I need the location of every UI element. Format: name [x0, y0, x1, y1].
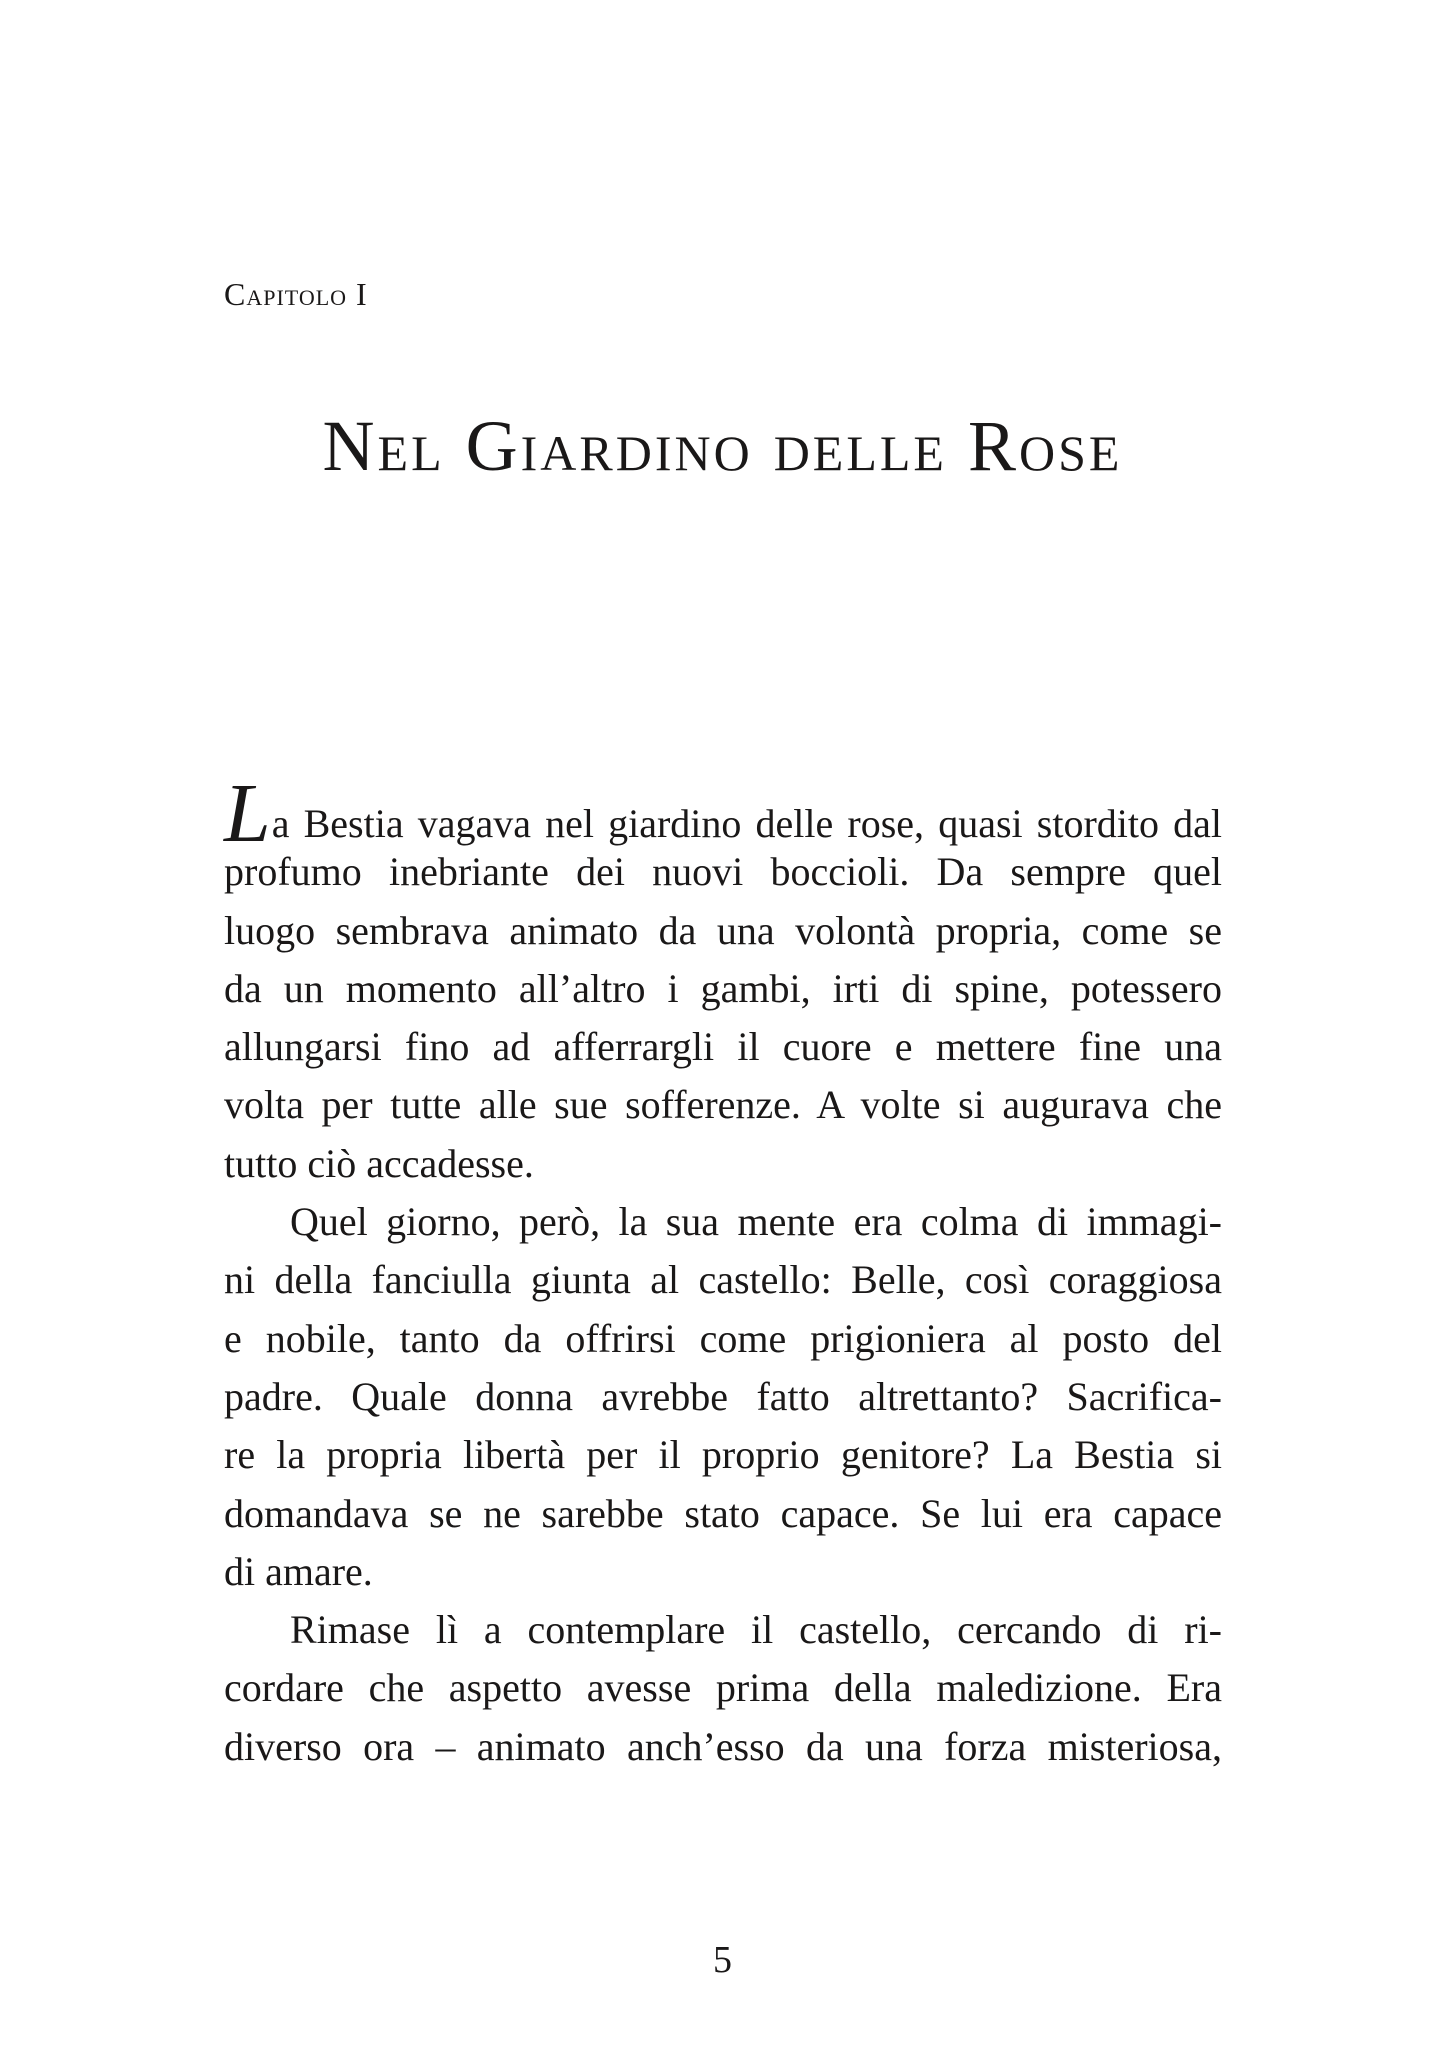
text-line: di amare. [224, 1548, 373, 1594]
text-line: ni della fanciulla giunta al castello: Belle, così coraggiosa [224, 1257, 1222, 1303]
body-text [224, 767, 1222, 1776]
text-line: La Bestia vagava nel giardino delle rose, quasi stordito dal [224, 767, 1222, 860]
text-line: padre. Quale donna avrebbe fatto altrettanto? Sacrifica- [224, 1373, 1222, 1419]
page-number: 5 [713, 1939, 732, 1981]
text-line: re la propria libertà per il proprio genitore? La Bestia si [224, 1432, 1222, 1478]
text-line: e nobile, tanto da offrirsi come prigioniera al posto del [224, 1315, 1222, 1361]
chapter-title: Nel Giardino delle Rose [322, 406, 1123, 486]
text-line: luogo sembrava animato da una volontà propria, come se [224, 907, 1222, 953]
text-line: diverso ora – animato anch’esso da una forza misteriosa, [224, 1723, 1222, 1769]
text-line: volta per tutte alle sue sofferenze. A volte si augurava che [224, 1082, 1222, 1128]
paragraph-2 [224, 1193, 1222, 1601]
text-line: tutto ciò accadesse. [224, 1140, 534, 1186]
text-line: Rimase lì a contemplare il castello, cercando di ri- [290, 1607, 1222, 1653]
text-line: cordare che aspetto avesse prima della maledizione. Era [224, 1665, 1222, 1711]
paragraph-3 [224, 1601, 1222, 1776]
chapter-label: Capitolo I [224, 276, 368, 312]
text-line: da un momento all’altro i gambi, irti di spine, potessero [224, 965, 1222, 1011]
text-line: profumo inebriante dei nuovi boccioli. Da sempre quel [224, 849, 1222, 895]
text-line: allungarsi fino ad afferrargli il cuore e mettere fine una [224, 1024, 1222, 1070]
text-line: Quel giorno, però, la sua mente era colma di immagi- [290, 1199, 1222, 1245]
text-line: domandava se ne sarebbe stato capace. Se lui era capace [224, 1490, 1222, 1536]
drop-cap: L [224, 767, 271, 860]
paragraph-1 [224, 767, 1222, 1193]
